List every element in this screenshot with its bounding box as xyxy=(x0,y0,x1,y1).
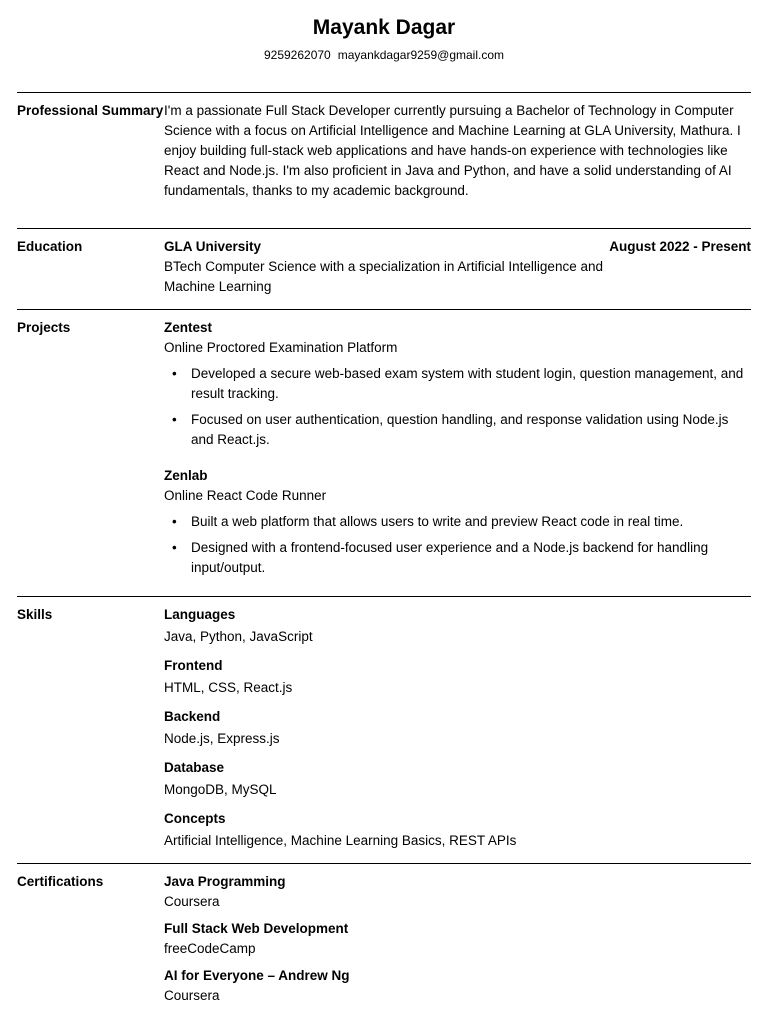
skill-group xyxy=(164,605,751,647)
bullet-icon: • xyxy=(172,366,177,381)
project-bullet xyxy=(172,538,751,578)
skill-group xyxy=(164,656,751,698)
certification-issuer: Coursera xyxy=(164,988,220,1003)
project-title: Zenlab xyxy=(164,468,208,483)
certification-issuer: Coursera xyxy=(164,894,220,909)
certification-entry xyxy=(164,966,751,1006)
skill-group xyxy=(164,707,751,749)
skill-group xyxy=(164,758,751,800)
certification-entry xyxy=(164,872,751,912)
skill-values: HTML, CSS, React.js xyxy=(164,680,293,695)
education-body xyxy=(164,237,751,309)
education-section xyxy=(17,228,751,309)
project-bullet-list xyxy=(164,364,751,450)
degree-text: BTech Computer Science with a specialization in Artificial Intelligence and Machine Learning xyxy=(164,259,603,294)
bullet-icon: • xyxy=(172,412,177,427)
project-bullet xyxy=(172,410,751,450)
section-label-certifications: Certifications xyxy=(17,874,104,889)
summary-section xyxy=(17,92,751,219)
resume-page xyxy=(17,0,751,1013)
school-name: GLA University xyxy=(164,239,262,254)
contact-line xyxy=(17,47,751,63)
project-bullet xyxy=(172,512,751,532)
skill-values: MongoDB, MySQL xyxy=(164,782,277,797)
certification-issuer: freeCodeCamp xyxy=(164,941,256,956)
certification-name: Java Programming xyxy=(164,874,286,889)
skill-category: Frontend xyxy=(164,658,223,673)
resume-header xyxy=(17,0,751,76)
email-address: mayankdagar9259@gmail.com xyxy=(337,48,504,62)
section-label-education: Education xyxy=(17,239,83,254)
project-bullet-text: Built a web platform that allows users to write and preview React code in real time. xyxy=(191,514,684,529)
skills-body xyxy=(164,605,751,863)
section-label-summary: Professional Summary xyxy=(17,103,164,118)
project-subtitle: Online React Code Runner xyxy=(164,488,327,503)
section-label-skills: Skills xyxy=(17,607,53,622)
skills-section xyxy=(17,596,751,863)
skill-values: Java, Python, JavaScript xyxy=(164,629,313,644)
skill-category: Concepts xyxy=(164,811,226,826)
summary-body xyxy=(164,101,751,219)
skill-values: Node.js, Express.js xyxy=(164,731,280,746)
project-title: Zentest xyxy=(164,320,213,335)
bullet-icon: • xyxy=(172,540,177,555)
skill-category: Backend xyxy=(164,709,221,724)
certification-entry xyxy=(164,919,751,959)
skill-category: Languages xyxy=(164,607,236,622)
certifications-body xyxy=(164,872,751,1013)
project-bullet-text: Designed with a frontend-focused user experience and a Node.js backend for handling input/output. xyxy=(191,540,709,575)
summary-text: I'm a passionate Full Stack Developer currently pursuing a Bachelor of Technology in Computer Science with a focus on Artificial Intelligence and Machine Learning at GLA University, Mathura. I enjoy building full-stack web applications and have hands-on experience with technologies like React and Node.js. I'm also proficient in Java and Python, and have a solid understanding of AI fundamentals, thanks to my academic background. xyxy=(164,103,741,198)
project-bullet xyxy=(172,364,751,404)
project-bullet-text: Focused on user authentication, question handling, and response validation using Node.js and React.js. xyxy=(191,412,729,447)
section-label-projects: Projects xyxy=(17,320,71,335)
skill-category: Database xyxy=(164,760,225,775)
projects-body xyxy=(164,318,751,596)
phone-number: 9259262070 xyxy=(263,48,331,62)
skill-values: Artificial Intelligence, Machine Learning Basics, REST APIs xyxy=(164,833,517,848)
project-entry xyxy=(164,318,751,450)
project-bullet-text: Developed a secure web-based exam system with student login, question management, and result tracking. xyxy=(191,366,744,401)
projects-section xyxy=(17,309,751,596)
skill-group xyxy=(164,809,751,851)
certifications-section xyxy=(17,863,751,1013)
project-bullet-list xyxy=(164,512,751,578)
certification-name: AI for Everyone – Andrew Ng xyxy=(164,968,350,983)
project-entry xyxy=(164,466,751,578)
bullet-icon: • xyxy=(172,514,177,529)
project-subtitle: Online Proctored Examination Platform xyxy=(164,340,398,355)
education-dates: August 2022 - Present xyxy=(609,239,751,254)
candidate-name: Mayank Dagar xyxy=(312,16,456,39)
certification-name: Full Stack Web Development xyxy=(164,921,349,936)
education-header-row xyxy=(164,237,751,257)
